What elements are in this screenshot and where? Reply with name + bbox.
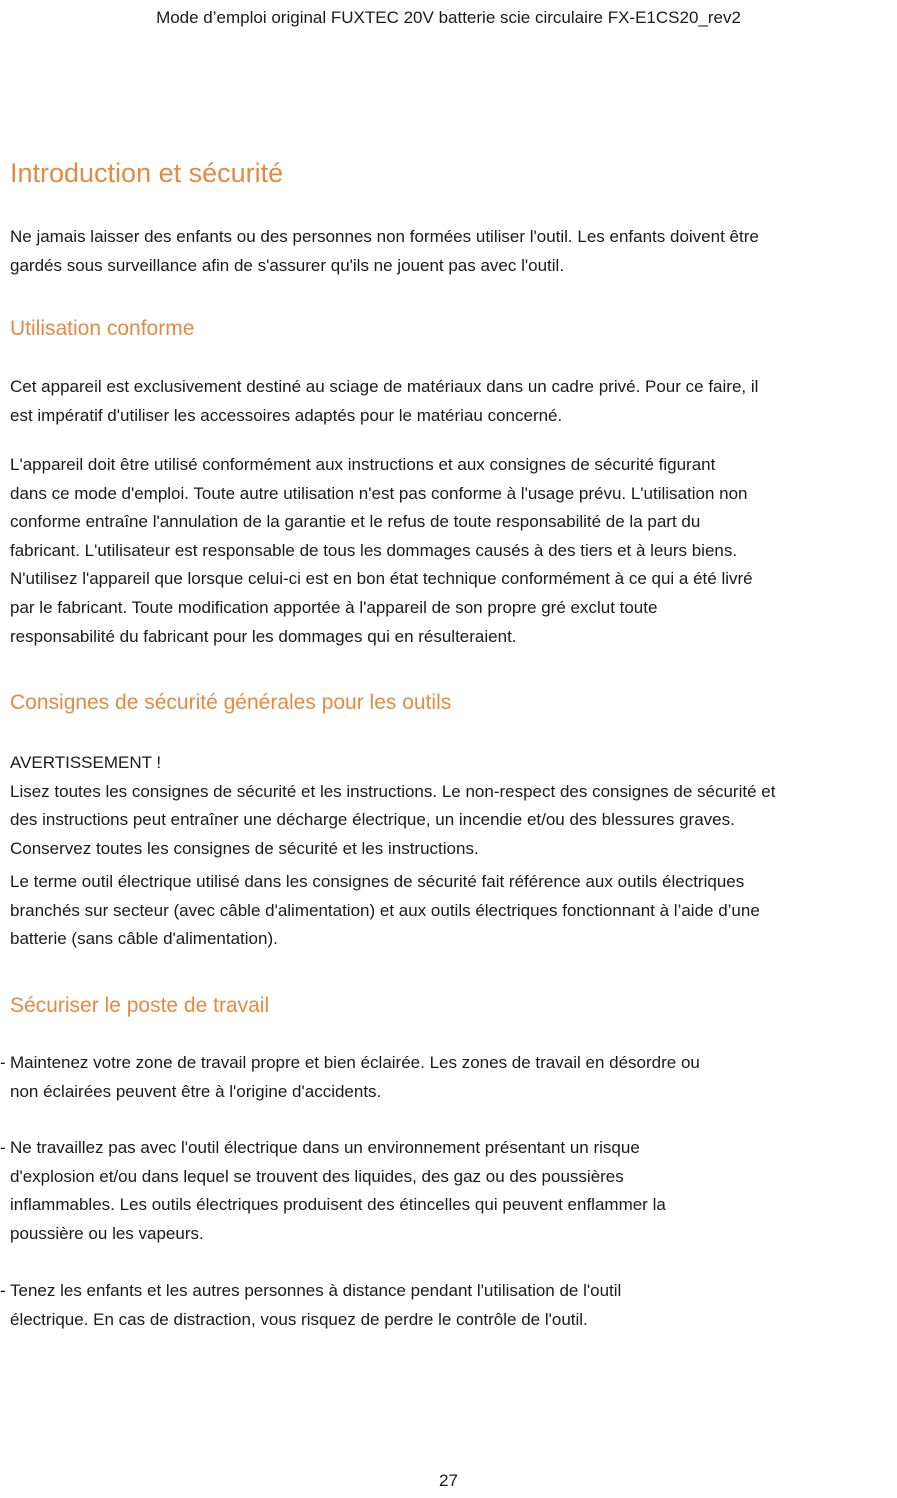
text-line: Lisez toutes les consignes de sécurité et les instructions. Le non-respect des consignes de sécurité et xyxy=(10,781,776,801)
text-line: Tenez les enfants et les autres personnes à distance pendant l'utilisation de l'outil xyxy=(10,1281,622,1300)
bullet-dash: - xyxy=(0,1281,6,1300)
text-line: électrique. En cas de distraction, vous risquez de perdre le contrôle de l'outil. xyxy=(10,1309,588,1329)
text-line: responsabilité du fabricant pour les dommages qui en résulteraient. xyxy=(10,626,517,646)
page-number: 27 xyxy=(439,1471,458,1490)
text-line: non éclairées peuvent être à l'origine d'accidents. xyxy=(10,1081,382,1101)
text-line: Le terme outil électrique utilisé dans les consignes de sécurité fait référence aux outils électriques xyxy=(10,872,745,891)
paragraph-usage-2 xyxy=(10,451,890,651)
text-line: batterie (sans câble d'alimentation). xyxy=(10,929,278,949)
text-line: Ne travaillez pas avec l'outil électrique dans un environnement présentant un risque xyxy=(10,1138,640,1157)
text-line: gardés sous surveillance afin de s'assurer qu'ils ne jouent pas avec l'outil. xyxy=(10,255,565,275)
text-line: Maintenez votre zone de travail propre et bien éclairée. Les zones de travail en désordre ou xyxy=(10,1053,700,1072)
bullet-dash: - xyxy=(0,1138,6,1157)
text-line: fabricant. L'utilisateur est responsable de tous les dommages causés à des tiers et à leurs biens. xyxy=(10,540,738,560)
list-item-text xyxy=(10,1277,890,1334)
text-line: poussière ou les vapeurs. xyxy=(10,1223,204,1243)
text-line: branchés sur secteur (avec câble d'alimentation) et aux outils électriques fonctionnant à l’aide d’une xyxy=(10,900,760,920)
paragraph-intro xyxy=(10,223,890,280)
list-item-text xyxy=(10,1134,890,1248)
text-line: d'explosion et/ou dans lequel se trouvent des liquides, des gaz ou des poussières xyxy=(10,1166,624,1186)
text-line: est impératif d'utiliser les accessoires adaptés pour le matériau concerné. xyxy=(10,405,563,425)
heading-general-safety: Consignes de sécurité générales pour les outils xyxy=(10,691,452,714)
text-line: inflammables. Les outils électriques produisent des étincelles qui peuvent enflammer la xyxy=(10,1195,666,1215)
paragraph-general xyxy=(10,749,890,863)
text-line: L'appareil doit être utilisé conformément aux instructions et aux consignes de sécurité figurant xyxy=(10,455,716,474)
text-line: des instructions peut entraîner une décharge électrique, un incendie et/ou des blessures graves. xyxy=(10,810,735,830)
text-line: Cet appareil est exclusivement destiné au sciage de matériaux dans un cadre privé. Pour ce faire, il xyxy=(10,377,759,396)
heading-utilisation: Utilisation conforme xyxy=(10,317,195,340)
text-line: Ne jamais laisser des enfants ou des personnes non formées utiliser l'outil. Les enfants doivent être xyxy=(10,227,759,246)
paragraph-general-2 xyxy=(10,868,890,954)
heading-introduction: Introduction et sécurité xyxy=(10,158,284,188)
list-item-text xyxy=(10,1049,890,1106)
text-line: dans ce mode d'emploi. Toute autre utilisation n'est pas conforme à l'usage prévu. L'utilisation non xyxy=(10,483,748,503)
text-line: conforme entraîne l'annulation de la garantie et le refus de toute responsabilité de la part du xyxy=(10,512,701,532)
text-line: par le fabricant. Toute modification apportée à l'appareil de son propre gré exclut toute xyxy=(10,597,658,617)
warning-label: AVERTISSEMENT ! xyxy=(10,753,162,772)
text-line: N'utilisez l'appareil que lorsque celui-ci est en bon état technique conformément à ce qui a été livré xyxy=(10,569,753,589)
heading-workplace: Sécuriser le poste de travail xyxy=(10,994,270,1017)
list-item xyxy=(0,1049,890,1106)
list-item xyxy=(0,1134,890,1248)
text-line: Conservez toutes les consignes de sécurité et les instructions. xyxy=(10,838,479,858)
document-header: Mode d’emploi original FUXTEC 20V batterie scie circulaire FX-E1CS20_rev2 xyxy=(156,8,741,27)
list-item xyxy=(0,1277,890,1334)
paragraph-usage-1 xyxy=(10,373,890,430)
bullet-dash: - xyxy=(0,1053,6,1072)
